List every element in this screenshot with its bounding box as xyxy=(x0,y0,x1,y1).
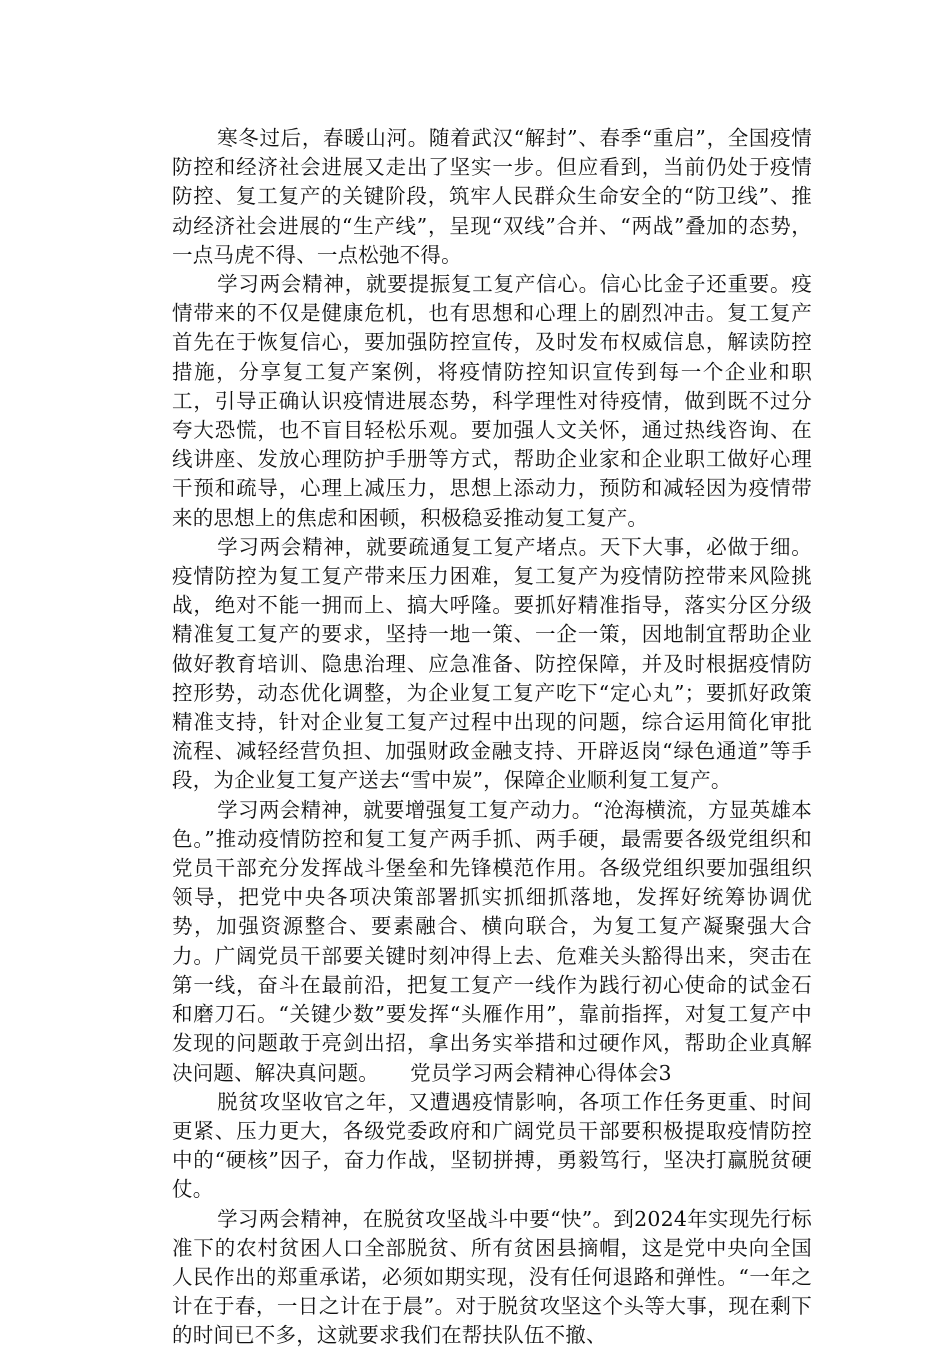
paragraph-1: 寒冬过后，春暖山河。随着武汉“解封”、春季“重启”，全国疫情防控和经济社会进展又走出了坚实一步。但应看到，当前仍处于疫情防控、复工复产的关键阶段，筑牢人民群众生命安全的“防卫线”、推动经济社会进展的“生产线”，呈现“双线”合并、“两战”叠加的态势，一点马虎不得、一点松弛不得。 xyxy=(172,126,812,267)
paragraph-4: 学习两会精神，就要增强复工复产动力。“沧海横流，方显英雄本色。”推动疫情防控和复工复产两手抓、两手硬，最需要各级党组织和党员干部充分发挥战斗堡垒和先锋模范作用。各级党组织要加强组织领导，把党中央各项决策部署抓实抓细抓落地，发挥好统筹协调优势，加强资源整合、要素融合、横向联合，为复工复产凝聚强大合力。广阔党员干部要关键时刻冲得上去、危难关头豁得出来，突击在第一线，奋斗在最前沿，把复工复产一线作为践行初心使命的试金石和磨刀石。“关键少数”要发挥“头雁作用”，靠前指挥，对复工复产中发现的问题敢于亮剑出招，拿出务实举措和过硬作风，帮助企业真解决问题、解决真问题。 党员学习两会精神心得体会3 xyxy=(172,797,812,1085)
document-body xyxy=(172,124,812,1351)
paragraph-3: 学习两会精神，就要疏通复工复产堵点。天下大事，必做于细。疫情防控为复工复产带来压力困难，复工复产为疫情防控带来风险挑战，绝对不能一拥而上、搞大呼隆。要抓好精准指导，落实分区分级精准复工复产的要求，坚持一地一策、一企一策，因地制宜帮助企业做好教育培训、隐患治理、应急准备、防控保障，并及时根据疫情防控形势，动态优化调整，为企业复工复产吃下“定心丸”；要抓好政策精准支持，针对企业复工复产过程中出现的问题，综合运用简化审批流程、减轻经营负担、加强财政金融支持、开辟返岗“绿色通道”等手段，为企业复工复产送去“雪中炭”，保障企业顺利复工复产。 xyxy=(172,534,812,793)
paragraph-5: 脱贫攻坚收官之年，又遭遇疫情影响，各项工作任务更重、时间更紧、压力更大，各级党委政府和广阔党员干部要积极提取疫情防控中的“硬核”因子，奋力作战，坚韧拼搏，勇毅笃行，坚决打赢脱贫硬仗。 xyxy=(172,1089,812,1202)
paragraph-6: 学习两会精神，在脱贫攻坚战斗中要“快”。到2024年实现先行标准下的农村贫困人口全部脱贫、所有贫困县摘帽，这是党中央向全国人民作出的郑重承诺，必须如期实现，没有任何退路和弹性。“一年之计在于春，一日之计在于晨”。对于脱贫攻坚这个头等大事，现在剩下的时间已不多，这就要求我们在帮扶队伍不撤、 xyxy=(172,1206,812,1348)
paragraph-2: 学习两会精神，就要提振复工复产信心。信心比金子还重要。疫情带来的不仅是健康危机，也有思想和心理上的剧烈冲击。复工复产首先在于恢复信心，要加强防控宣传，及时发布权威信息，解读防控措施，分享复工复产案例，将疫情防控知识宣传到每一个企业和职工，引导正确认识疫情进展态势，科学理性对待疫情，做到既不过分夸大恐慌，也不盲目轻松乐观。要加强人文关怀，通过热线咨询、在线讲座、发放心理防护手册等方式，帮助企业家和企业职工做好心理干预和疏导，心理上减压力，思想上添动力，预防和减轻因为疫情带来的思想上的焦虑和困顿，积极稳妥推动复工复产。 xyxy=(172,272,812,530)
